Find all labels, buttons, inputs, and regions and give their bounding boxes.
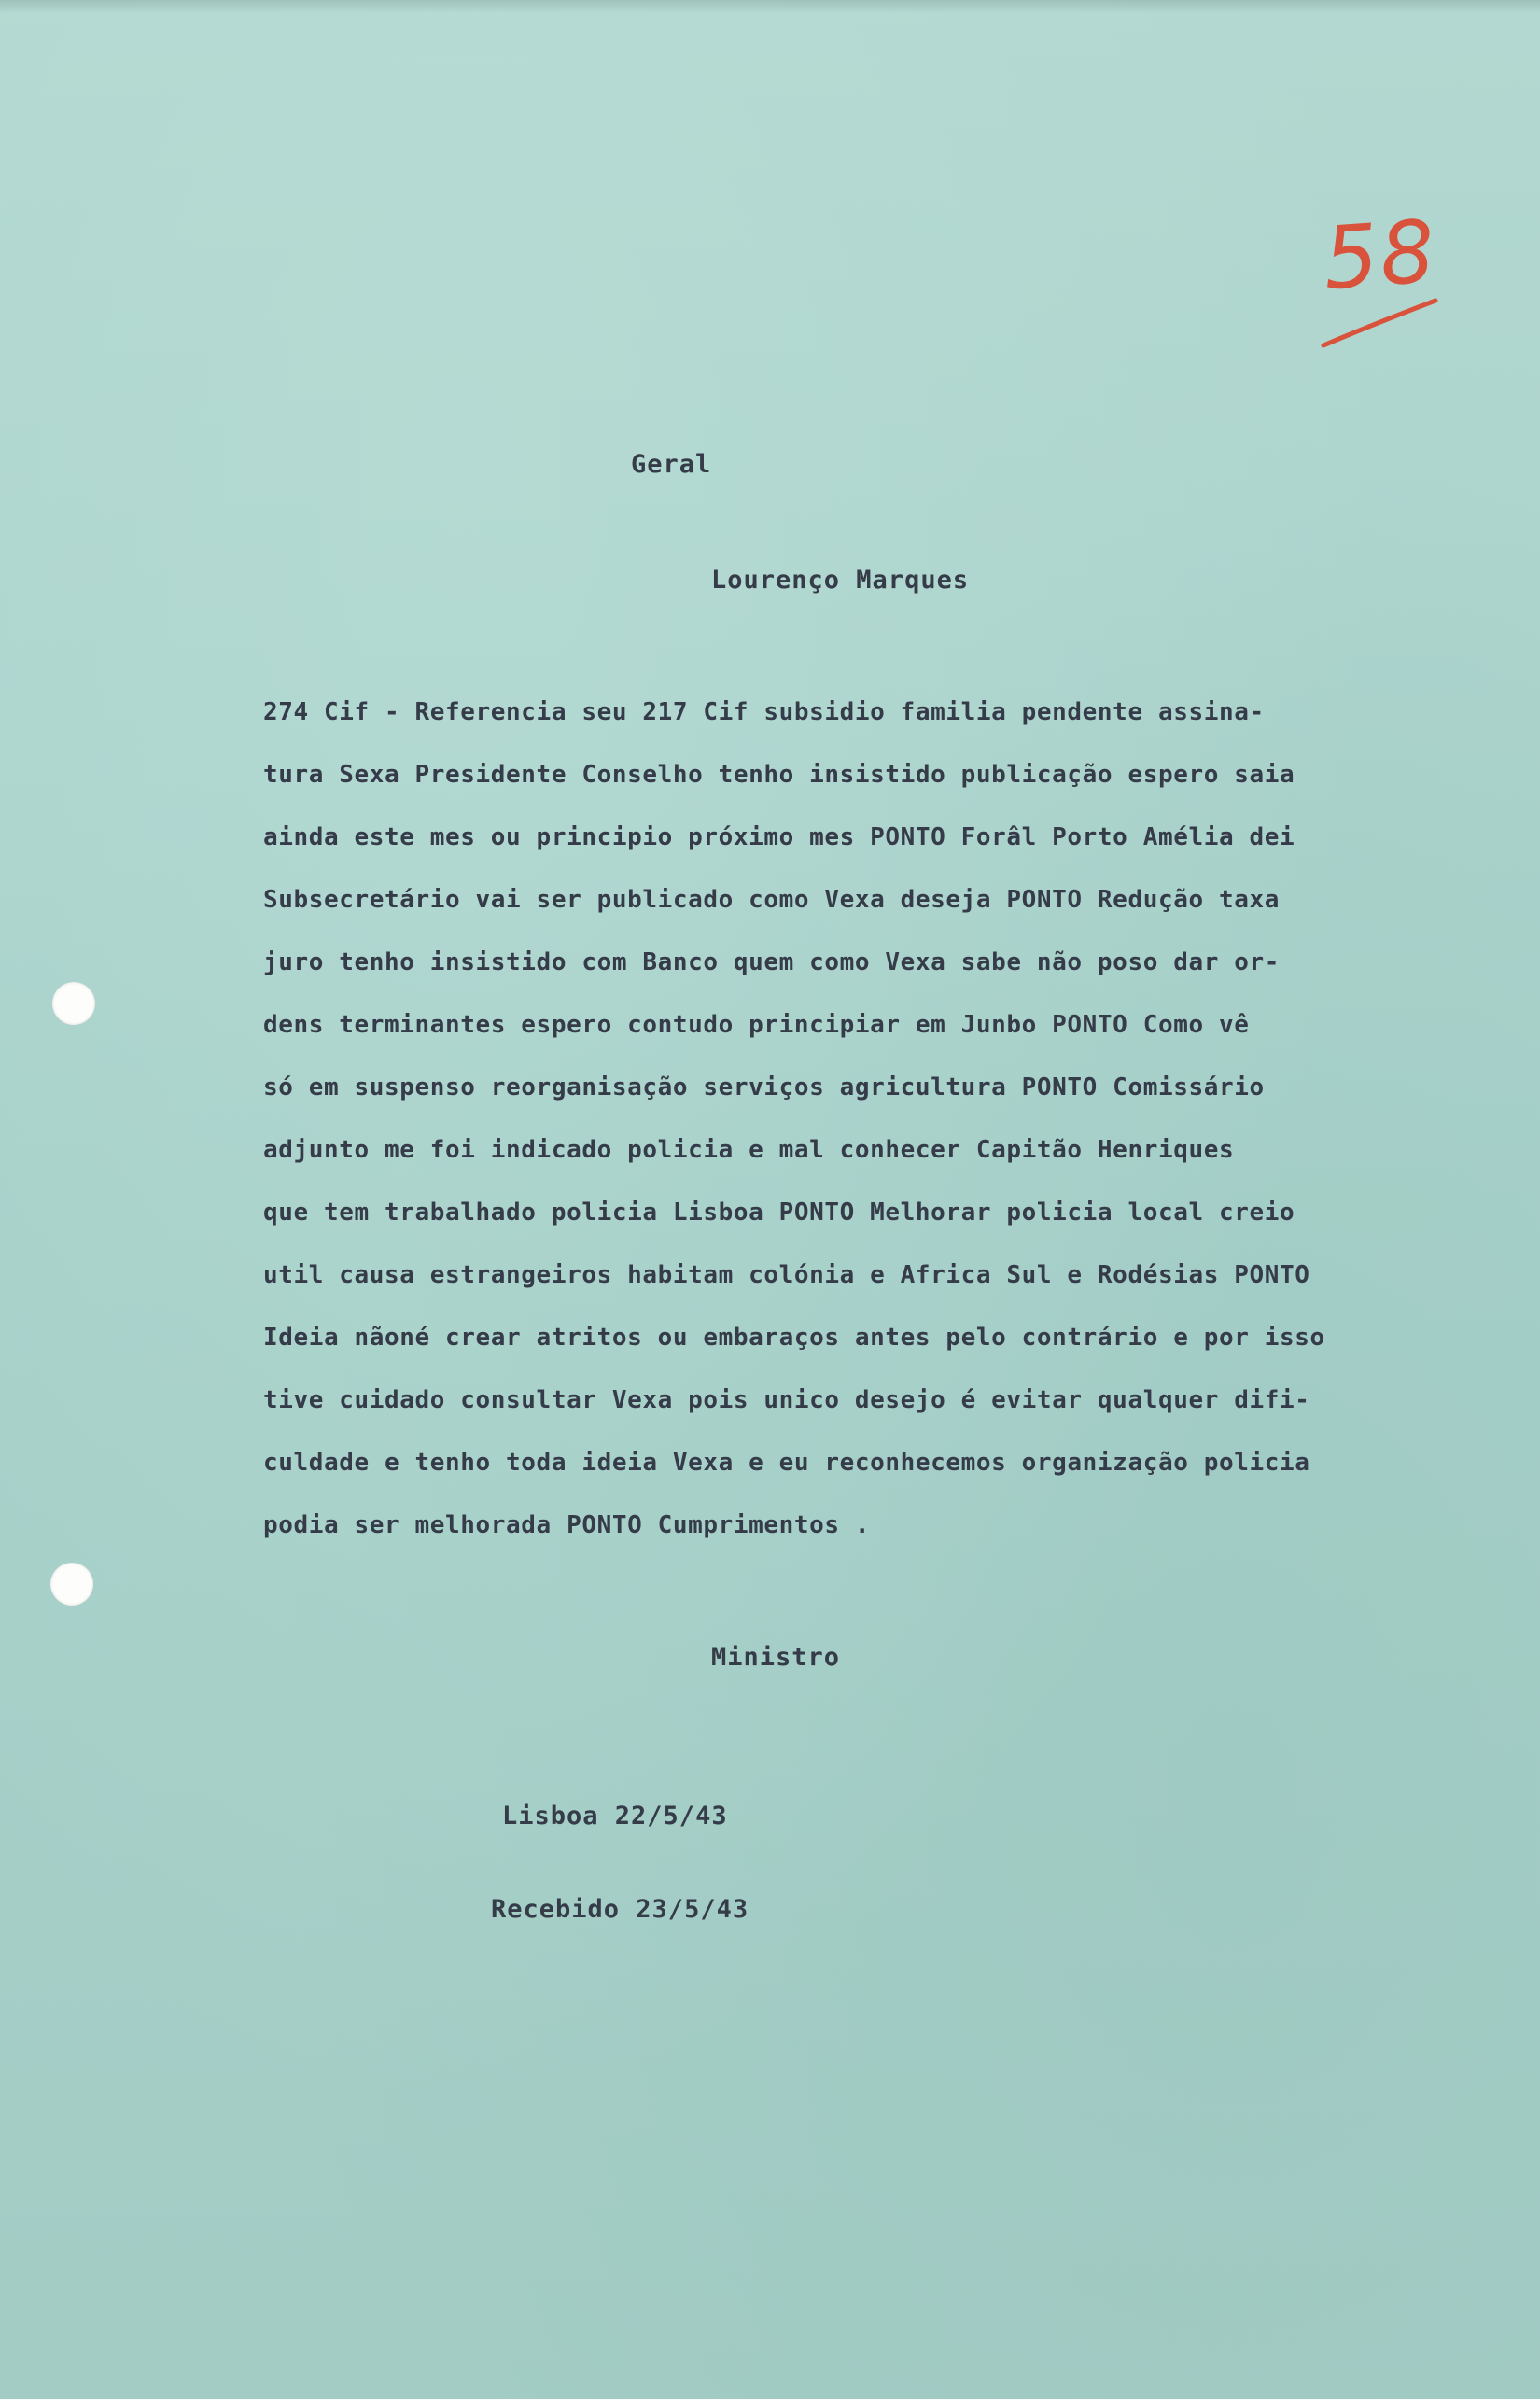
telegram-body <box>263 681 1365 1557</box>
received-line: Recebido 23/5/43 <box>491 1895 749 1924</box>
body-line: só em suspenso reorganisação serviços agricultura PONTO Comissário <box>263 1073 1265 1101</box>
body-line: tura Sexa Presidente Conselho tenho insistido publicação espero saia <box>263 761 1295 789</box>
category-heading: Geral <box>631 450 712 479</box>
body-line: Subsecretário vai ser publicado como Vexa deseja PONTO Redução taxa <box>263 886 1280 914</box>
handwritten-page-number <box>1316 201 1447 364</box>
body-line: juro tenho insistido com Banco quem como Vexa sabe não poso dar or- <box>263 948 1280 976</box>
paper-edge-shadow <box>0 0 1540 13</box>
date-line: Lisboa 22/5/43 <box>502 1802 728 1831</box>
punch-hole-upper <box>52 982 95 1025</box>
body-line: util causa estrangeiros habitam colónia e Africa Sul e Rodésias PONTO <box>263 1261 1310 1289</box>
body-line: dens terminantes espero contudo principiar em Junbo PONTO Como vê <box>263 1011 1250 1039</box>
body-line: Ideia nãoné crear atritos ou embaraços antes pelo contrário e por isso <box>263 1324 1325 1352</box>
body-line: ainda este mes ou principio próximo mes PONTO Forâl Porto Amélia dei <box>263 823 1295 851</box>
body-line: culdade e tenho toda ideia Vexa e eu reconhecemos organização policia <box>263 1449 1310 1477</box>
body-line: 274 Cif - Referencia seu 217 Cif subsidio familia pendente assina- <box>263 698 1265 726</box>
punch-hole-lower <box>50 1563 93 1606</box>
body-line: que tem trabalhado policia Lisboa PONTO Melhorar policia local creio <box>263 1199 1295 1227</box>
body-line: tive cuidado consultar Vexa pois unico desejo é evitar qualquer difi- <box>263 1386 1310 1414</box>
body-line: adjunto me foi indicado policia e mal conhecer Capitão Henriques <box>263 1136 1235 1164</box>
page-number-text: 58 <box>1320 201 1440 310</box>
page-number-underline <box>1316 205 1447 364</box>
place-heading: Lourenço Marques <box>711 566 970 595</box>
body-line: podia ser melhorada PONTO Cumprimentos . <box>263 1511 871 1539</box>
signature-ministro: Ministro <box>711 1643 841 1672</box>
